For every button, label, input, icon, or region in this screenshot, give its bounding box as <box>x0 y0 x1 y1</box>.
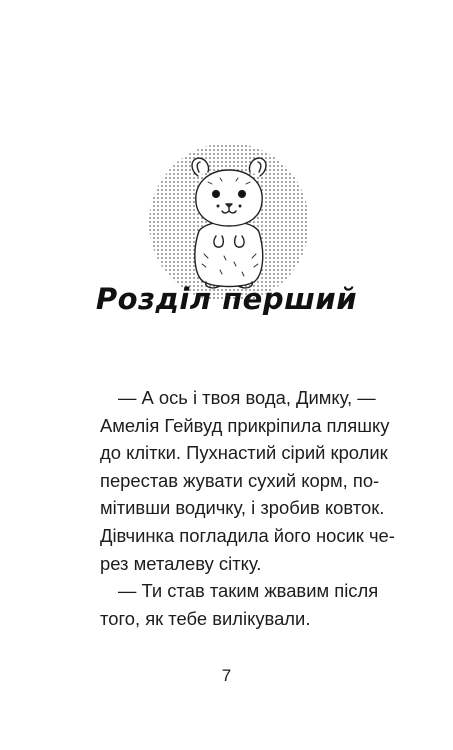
story-text <box>100 384 395 632</box>
text-line: перестав жувати сухий корм, по- <box>100 469 380 491</box>
text-line: — Ти став таким жвавим після <box>118 580 379 602</box>
text-line: рез металеву сітку. <box>100 552 262 574</box>
text-line: того, як тебе вилікували. <box>100 607 311 629</box>
text-line: Дівчинка погладила його носик че- <box>100 524 395 546</box>
page-number: 7 <box>221 666 232 685</box>
text-line: до клітки. Пухнастий сірий кролик <box>100 442 388 464</box>
hamster-illustration <box>124 136 334 301</box>
chapter-title: Розділ перший <box>95 282 358 316</box>
text-line: — А ось і твоя вода, Димку, — <box>118 387 376 408</box>
text-line: Амелія Гейвуд прикріпила пляшку <box>100 414 390 436</box>
text-line: мітивши водичку, і зробив ковток. <box>100 497 385 519</box>
